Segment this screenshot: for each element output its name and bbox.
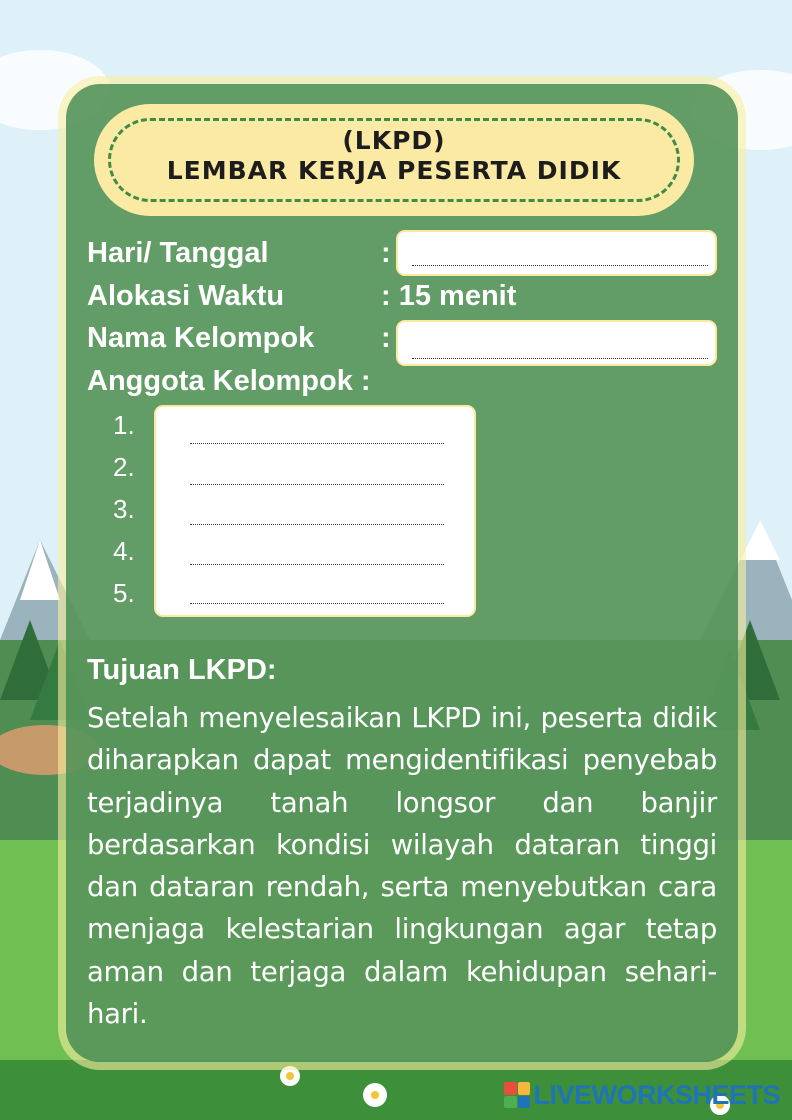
member-number-3: 3. — [113, 494, 135, 524]
group-name-field[interactable] — [396, 320, 717, 366]
member-number-1: 1. — [113, 410, 135, 440]
worksheet-title — [94, 126, 694, 186]
title-line-1: (LKPD) — [342, 126, 446, 155]
goal-heading: Tujuan LKPD: — [87, 654, 277, 686]
date-dotted-line — [412, 265, 708, 266]
goal-paragraph: Setelah menyelesaikan LKPD ini, peserta didik diharapkan dapat mengidentifikasi penyebab terjadinya tanah longsor dan banjir berdasarkan kondisi wilayah dataran tinggi dan dataran rendah, serta menyebutkan cara menjaga kelestarian lingkungan agar tetap aman dan terjaga dalam kehidupan sehari-hari. — [87, 702, 717, 1031]
members-label: Anggota Kelompok : — [87, 365, 371, 397]
date-field[interactable] — [396, 230, 717, 276]
member-line-1[interactable] — [190, 443, 444, 444]
member-number-2: 2. — [113, 452, 135, 482]
member-line-4[interactable] — [190, 564, 444, 565]
group-name-label: Nama Kelompok — [87, 322, 315, 354]
members-field-box — [154, 405, 476, 617]
brand-text: LIVEWORKSHEETS — [533, 1079, 780, 1110]
member-number-5: 5. — [113, 578, 135, 608]
group-name-colon: : — [381, 322, 391, 354]
liveworksheets-brand[interactable] — [504, 1078, 780, 1112]
member-number-4: 4. — [113, 536, 135, 566]
date-label: Hari/ Tanggal — [87, 237, 269, 269]
group-name-dotted-line — [412, 358, 708, 359]
liveworksheets-logo-icon — [504, 1082, 530, 1108]
date-colon: : — [381, 237, 391, 269]
member-line-5[interactable] — [190, 603, 444, 604]
time-value: : 15 menit — [381, 280, 517, 312]
member-line-2[interactable] — [190, 484, 444, 485]
member-line-3[interactable] — [190, 524, 444, 525]
title-line-2: LEMBAR KERJA PESERTA DIDIK — [166, 156, 622, 185]
time-label: Alokasi Waktu — [87, 280, 285, 312]
